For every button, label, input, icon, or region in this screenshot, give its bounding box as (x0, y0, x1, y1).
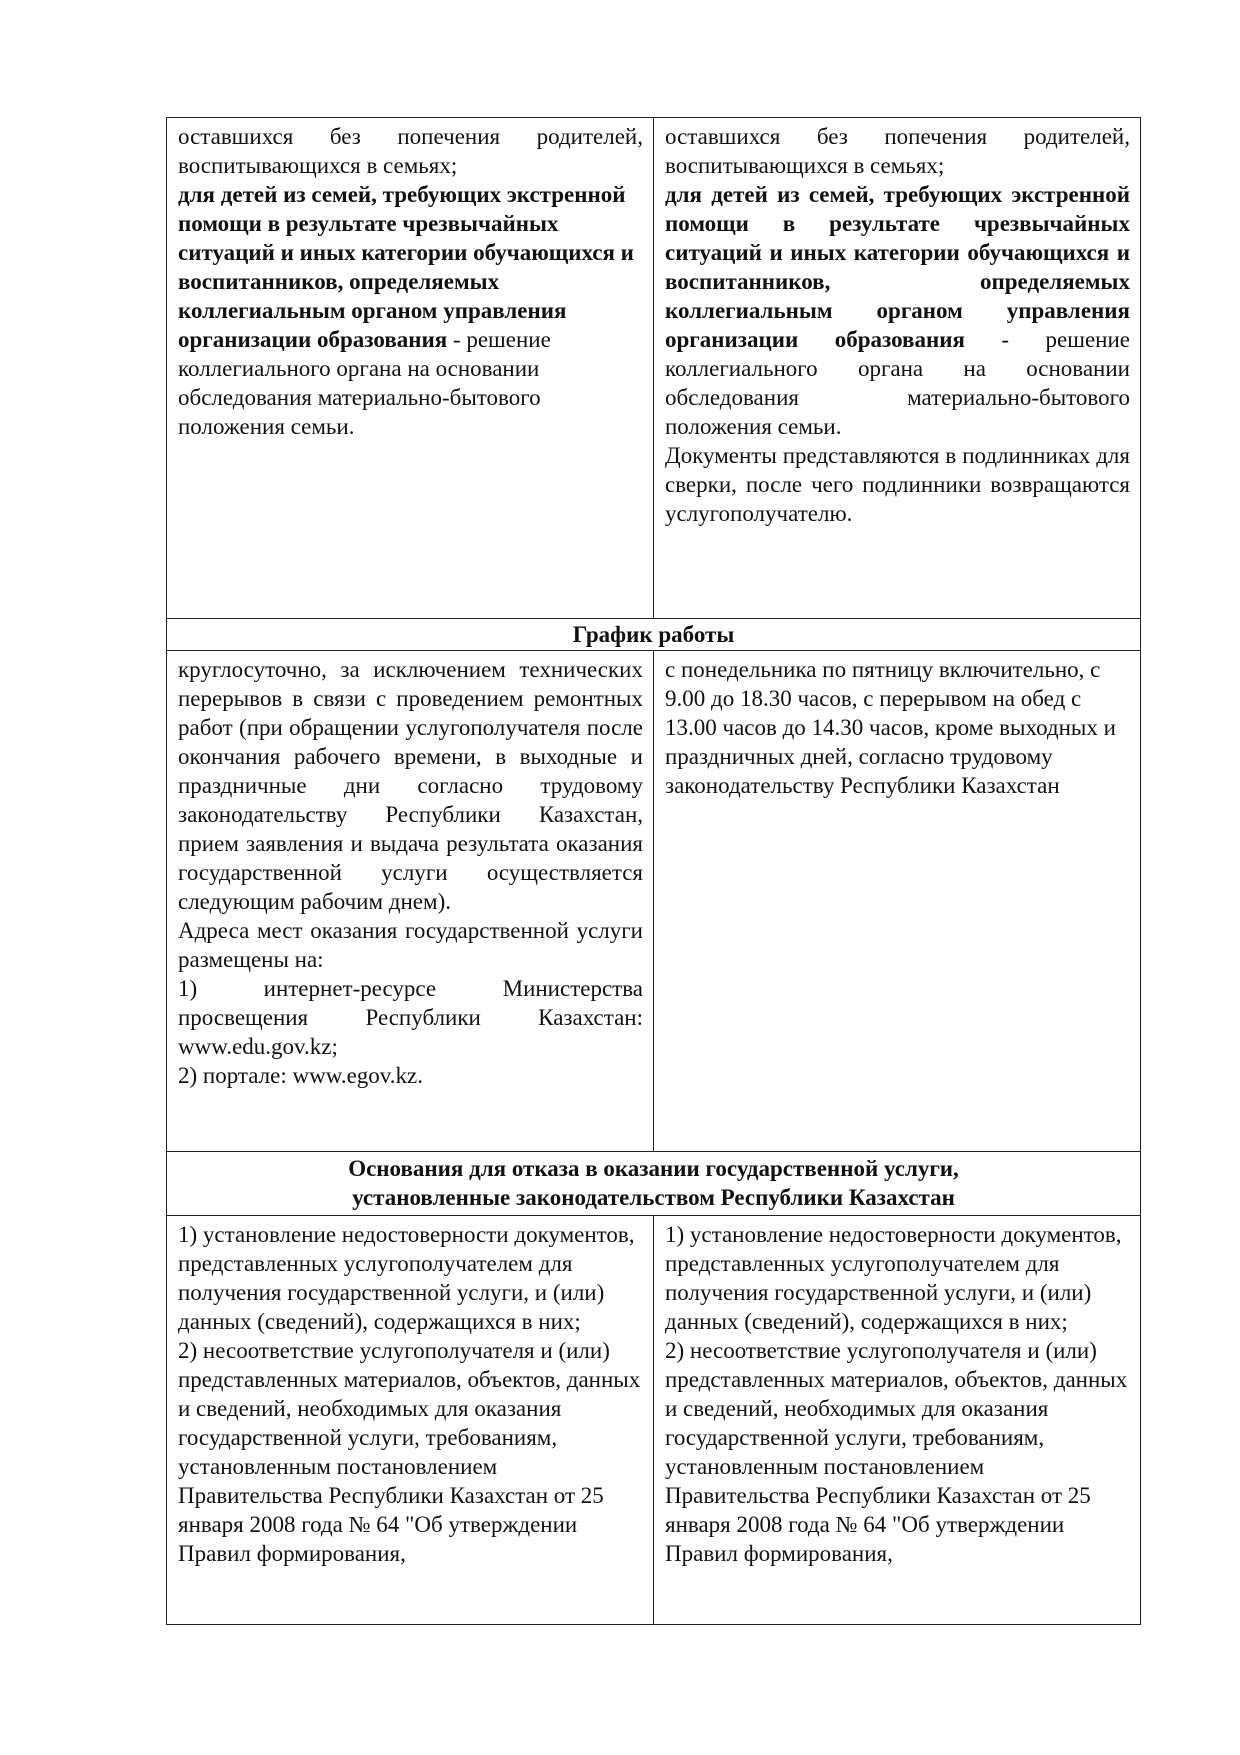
cell-category-paragraph (178, 180, 643, 441)
table-cell-right (654, 1216, 1141, 1625)
schedule-header: График работы (167, 619, 1141, 651)
cell-category-paragraph (665, 180, 1130, 441)
schedule-text: с понедельника по пятницу включительно, с 9.00 до 18.30 часов, с перерывом на обед с 13.00 часов до 14.30 часов, кроме выходных и праздничных дней, согласно трудовому законодательству Республики Казахстан (665, 657, 1116, 798)
addresses-intro: Адреса мест оказания государственной услуги размещены на: (178, 918, 643, 972)
refusal-item-1: 1) установление недостоверности документов, представленных услугополучателем для получения государственной услуги, и (или) данных (сведений), содержащихся в них; (178, 1222, 635, 1334)
cell-intro-text: оставшихся без попечения родителей, воспитывающихся в семьях; (665, 124, 1130, 178)
refusal-header (167, 1152, 1141, 1216)
section-header-row (167, 1152, 1141, 1216)
table-row (167, 1216, 1141, 1625)
refusal-item-2: 2) несоответствие услугополучателя и (или) представленных материалов, объектов, данных и сведений, необходимых для оказания государственной услуги, требованиям, установленным постановлением Правительства Республики Казахстан от 25 января 2008 года № 64 "Об утверждении Правил формирования, (178, 1338, 641, 1566)
address-item-edu: 1) интернет-ресурсе Министерства просвещения Республики Казахстан: www.edu.gov.kz; (178, 976, 643, 1059)
services-table (166, 117, 1141, 1625)
cell-bold-text: для детей из семей, требующих экстренной помощи в результате чрезвычайных ситуаций и иных категории обучающихся и воспитанников, определяемых коллегиальным органом управления организации образования (178, 182, 634, 352)
refusal-header-line: Основания для отказа в оказании государственной услуги, (348, 1156, 959, 1181)
cell-intro-text: оставшихся без попечения родителей, воспитывающихся в семьях; (178, 124, 643, 178)
cell-rest-text: - решение коллегиального органа на основании обследования материально-бытового положения семьи. (665, 327, 1130, 439)
address-item-egov: 2) портале: www.egov.kz. (178, 1063, 423, 1088)
table-cell-right (654, 651, 1141, 1152)
table-cell-right (654, 118, 1141, 619)
cell-bold-text: для детей из семей, требующих экстренной помощи в результате чрезвычайных ситуаций и иных категории обучающихся и воспитанников, определяемых коллегиальным органом управления организации образования (665, 182, 1130, 352)
section-header-row (167, 619, 1141, 651)
cell-rest-text: - решение коллегиального органа на основании обследования материально-бытового положения семьи. (178, 327, 551, 439)
table-cell-left (167, 1216, 654, 1625)
refusal-header-line: установленные законодательством Республики Казахстан (352, 1185, 955, 1210)
schedule-text: круглосуточно, за исключением технических перерывов в связи с проведением ремонтных работ (при обращении услугополучателя после окончания рабочего времени, в выходные и праздничные дни согласно трудовому законодательству Республики Казахстан, прием заявления и выдача результата оказания государственной услуги осуществляется следующим рабочим днем). (178, 657, 643, 914)
refusal-item-1: 1) установление недостоверности документов, представленных услугополучателем для получения государственной услуги, и (или) данных (сведений), содержащихся в них; (665, 1222, 1122, 1334)
table-cell-left (167, 118, 654, 619)
table-row (167, 118, 1141, 619)
table-row (167, 651, 1141, 1152)
table-cell-left (167, 651, 654, 1152)
cell-docs-note: Документы представляются в подлинниках для сверки, после чего подлинники возвращаются услугополучателю. (665, 443, 1130, 526)
refusal-item-2: 2) несоответствие услугополучателя и (или) представленных материалов, объектов, данных и сведений, необходимых для оказания государственной услуги, требованиям, установленным постановлением Правительства Республики Казахстан от 25 января 2008 года № 64 "Об утверждении Правил формирования, (665, 1338, 1128, 1566)
